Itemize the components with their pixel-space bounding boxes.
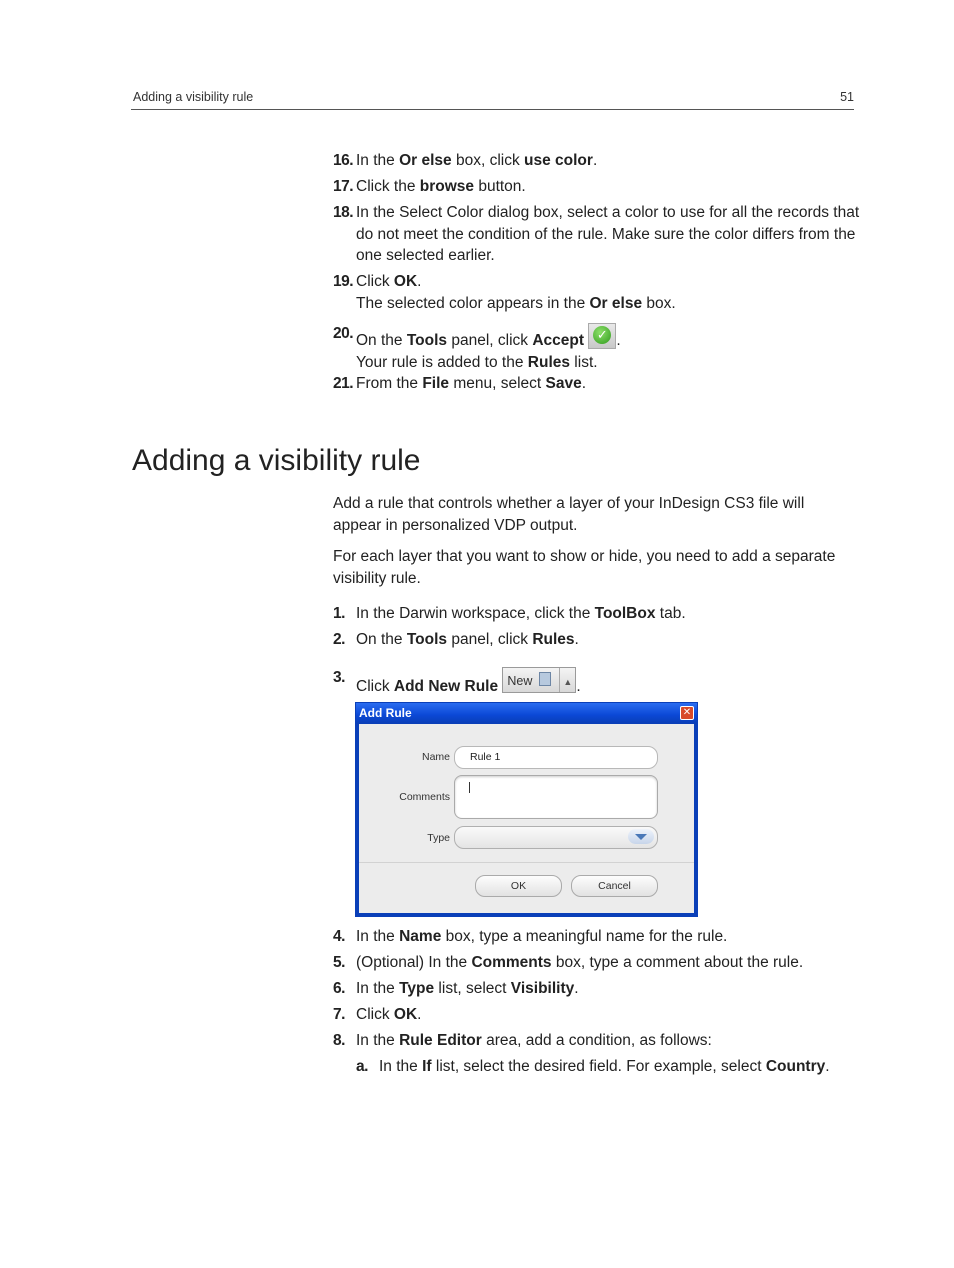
step-number: 4. bbox=[333, 928, 345, 945]
step-number: 16. bbox=[333, 152, 354, 169]
new-document-icon bbox=[539, 672, 551, 686]
close-icon[interactable]: ✕ bbox=[680, 706, 694, 720]
step-text: Click Add New Rule New ▲ . bbox=[356, 667, 861, 698]
add-rule-dialog bbox=[355, 702, 698, 917]
step-number: 1. bbox=[333, 605, 345, 622]
step-number: 18. bbox=[333, 204, 354, 221]
step-line: On the Tools panel, click Accept ✓ . bbox=[356, 323, 861, 352]
ok-button[interactable]: OK bbox=[475, 875, 562, 897]
step-number: 2. bbox=[333, 631, 345, 648]
step-number: 21. bbox=[333, 375, 354, 392]
intro-paragraph: Add a rule that controls whether a layer of your InDesign CS3 file will appear in personalized VDP output. bbox=[333, 495, 805, 534]
header-divider bbox=[131, 109, 854, 110]
step-number: 8. bbox=[333, 1032, 345, 1049]
accept-check-icon[interactable]: ✓ bbox=[588, 323, 616, 349]
step-text: In the Darwin workspace, click the ToolBox tab. bbox=[356, 605, 686, 622]
step-text: On the Tools panel, click Rules. bbox=[356, 631, 579, 648]
step-number: 6. bbox=[333, 980, 345, 997]
dialog-body bbox=[359, 724, 694, 913]
dialog-titlebar[interactable] bbox=[356, 703, 697, 723]
step-number: 7. bbox=[333, 1006, 345, 1023]
dialog-title: Add Rule bbox=[359, 706, 412, 720]
cancel-button[interactable]: Cancel bbox=[571, 875, 658, 897]
step-text: In the Or else box, click use color. bbox=[356, 152, 598, 169]
new-rule-button[interactable]: New ▲ bbox=[502, 667, 576, 693]
substep-letter: a. bbox=[356, 1058, 368, 1075]
chevron-up-icon: ▲ bbox=[563, 677, 573, 687]
name-label: Name bbox=[421, 751, 450, 763]
step-text bbox=[356, 323, 861, 373]
step-number: 5. bbox=[333, 954, 345, 971]
name-input[interactable]: Rule 1 bbox=[454, 746, 658, 769]
step-text: (Optional) In the Comments box, type a comment about the rule. bbox=[356, 954, 804, 971]
step-text: Click the browse button. bbox=[356, 178, 526, 195]
step-text: In the Rule Editor area, add a condition, as follows: bbox=[356, 1032, 712, 1049]
step-text: From the File menu, select Save. bbox=[356, 375, 587, 392]
comments-input[interactable] bbox=[454, 775, 658, 819]
step-number: 3. bbox=[333, 669, 345, 686]
dialog-divider bbox=[359, 862, 694, 863]
comments-label: Comments bbox=[399, 791, 450, 803]
step-text: In the Name box, type a meaningful name for the rule. bbox=[356, 928, 728, 945]
step-line: Click OK. bbox=[356, 273, 422, 290]
type-label: Type bbox=[427, 832, 450, 844]
step-number: 19. bbox=[333, 273, 354, 290]
chevron-down-icon[interactable] bbox=[628, 829, 654, 844]
step-result: The selected color appears in the Or else box. bbox=[356, 294, 676, 312]
step-number: 20. bbox=[333, 325, 354, 342]
step-text: In the Type list, select Visibility. bbox=[356, 980, 579, 997]
step-text: Click OK. bbox=[356, 1006, 422, 1023]
substep-text: In the If list, select the desired field. For example, select Country. bbox=[379, 1058, 830, 1075]
running-header: Adding a visibility rule bbox=[133, 90, 254, 104]
page-number: 51 bbox=[840, 90, 854, 104]
type-select[interactable] bbox=[454, 826, 658, 849]
step-text: In the Select Color dialog box, select a color to use for all the records that do not meet the condition of the rule. Make sure the color differs from the one selected earlier. bbox=[356, 204, 860, 264]
text-caret bbox=[469, 782, 470, 793]
step-text bbox=[356, 271, 861, 314]
section-heading: Adding a visibility rule bbox=[132, 444, 421, 477]
step-result: Your rule is added to the Rules list. bbox=[356, 353, 598, 371]
note-paragraph: For each layer that you want to show or hide, you need to add a separate visibility rule. bbox=[333, 548, 836, 587]
step-number: 17. bbox=[333, 178, 354, 195]
